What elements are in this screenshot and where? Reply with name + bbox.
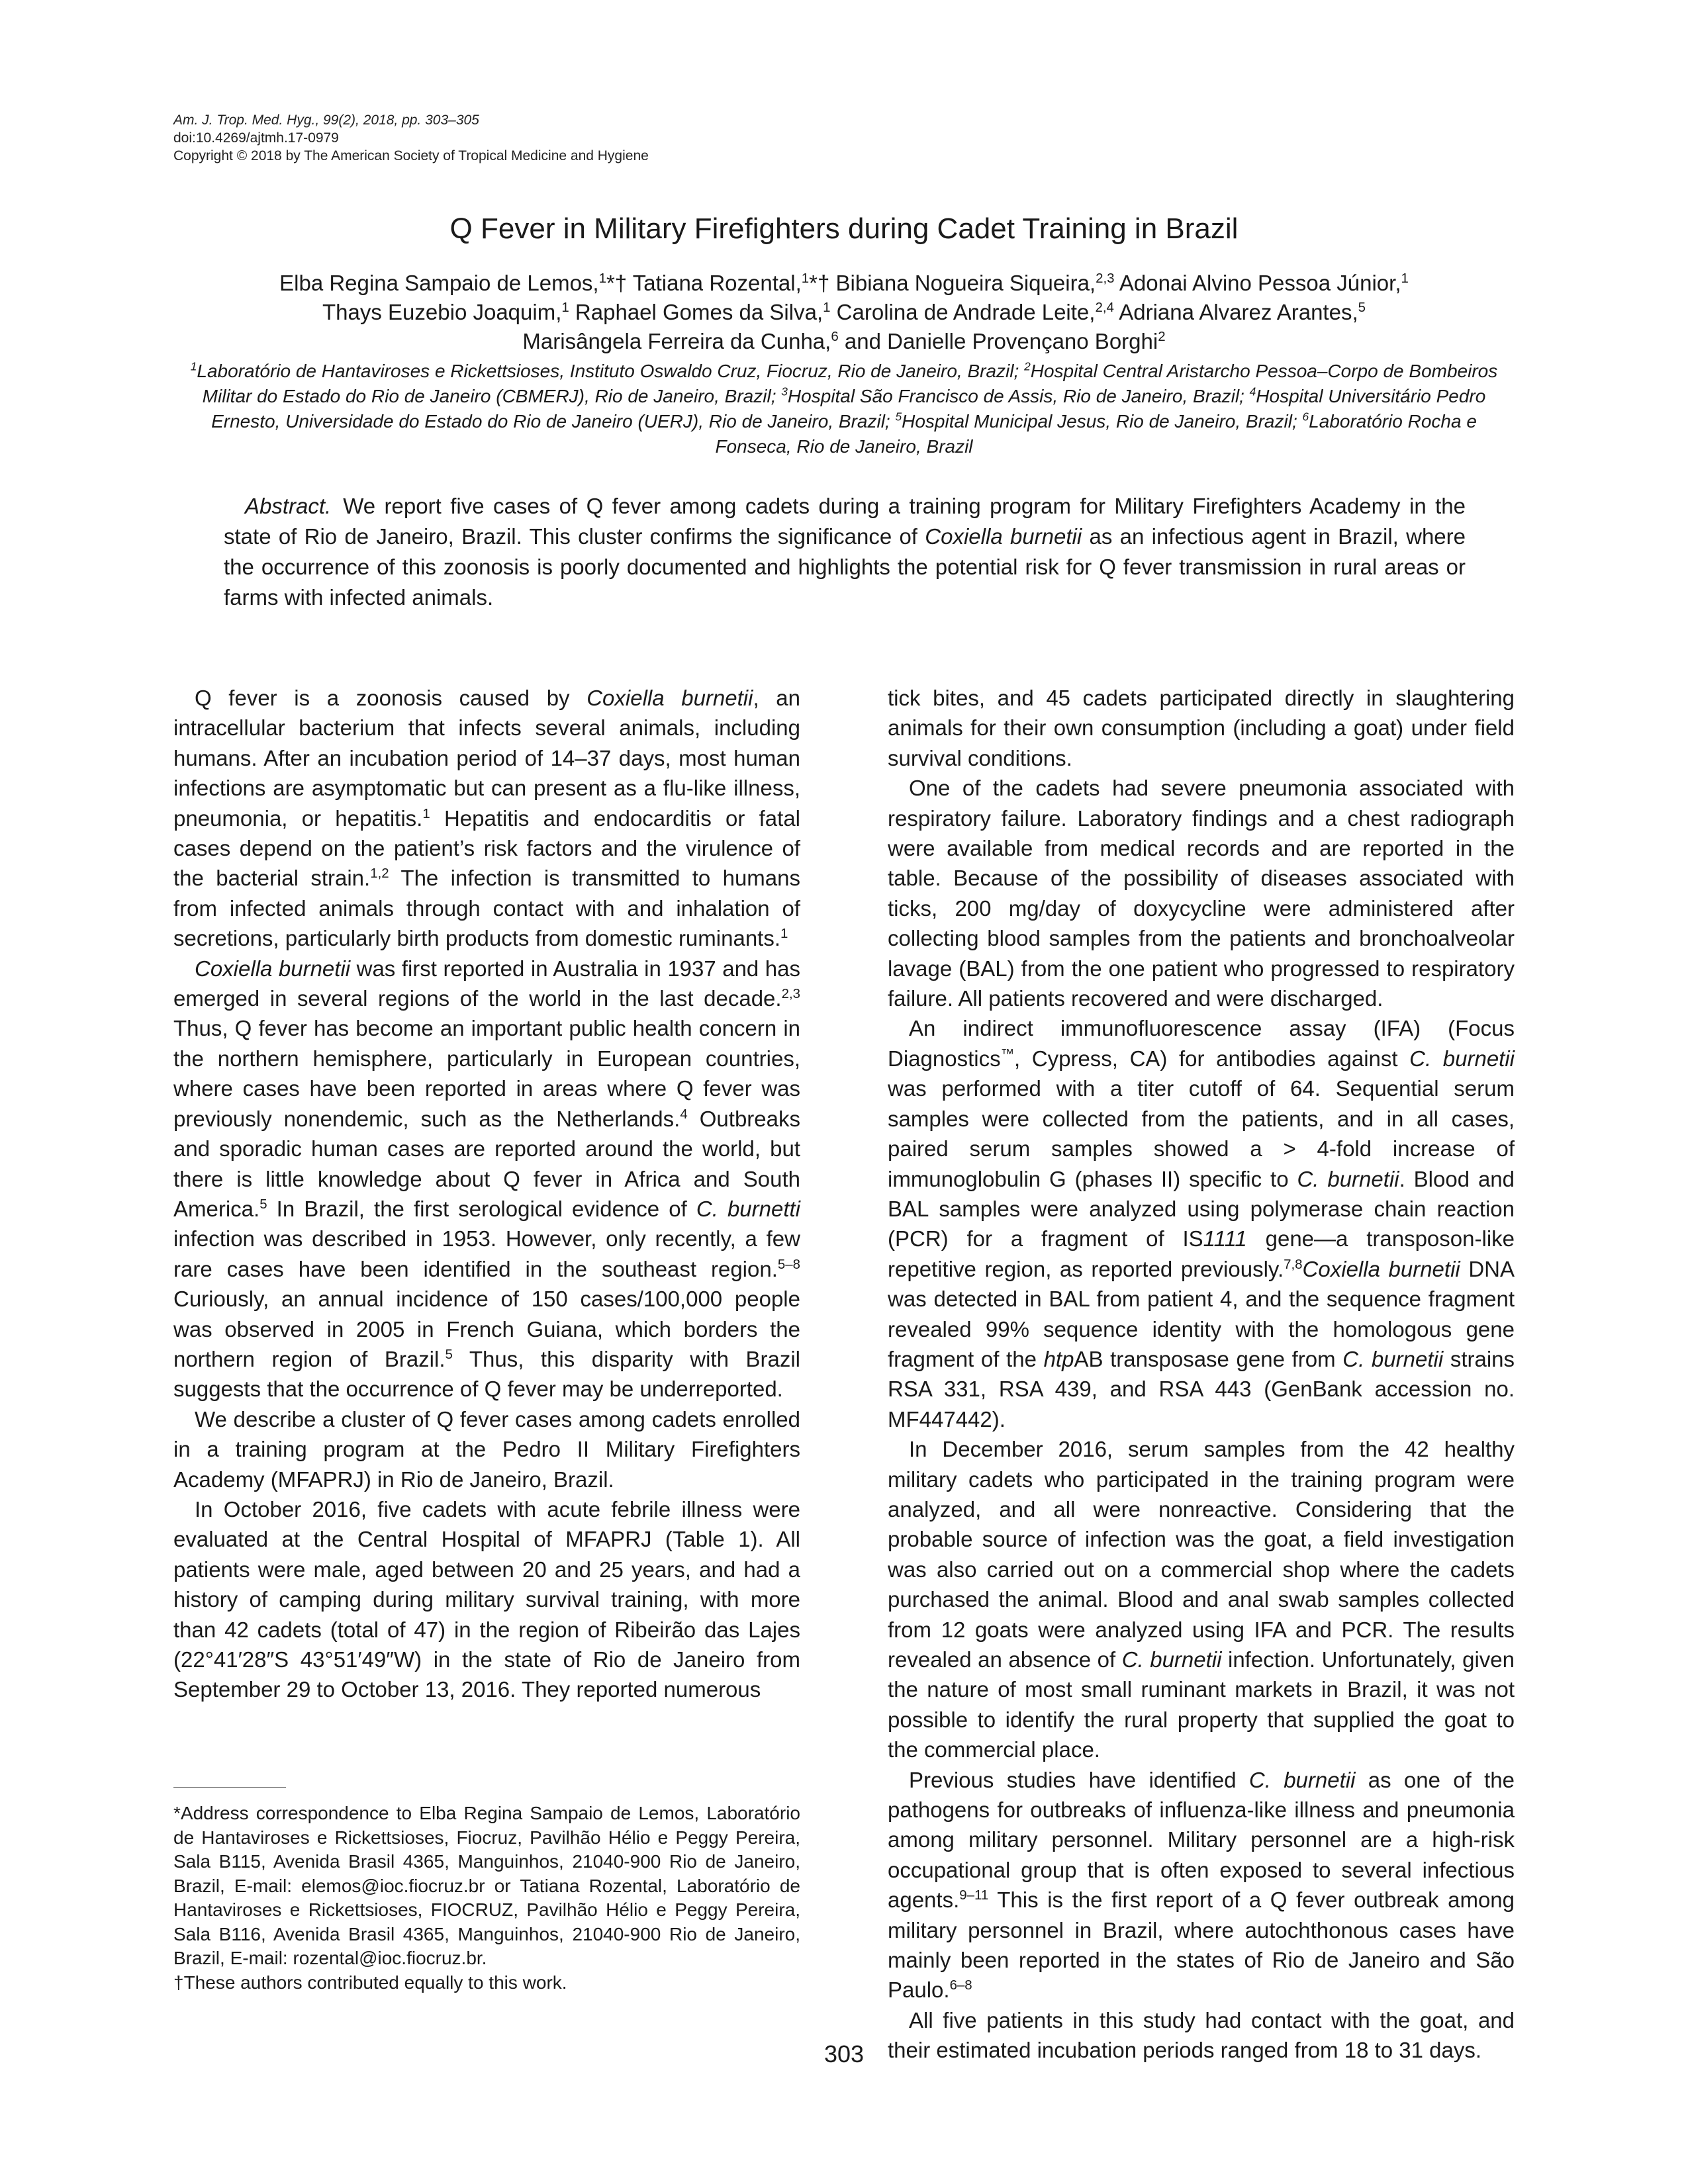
- paragraph: tick bites, and 45 cadets participated directly in slaughtering animals for their own consumption (including a goat) under field survival conditions.: [888, 686, 1515, 770]
- affiliations: $^1$Laboratório de Hantaviroses e Rickettsioses, Instituto Oswaldo Cruz, Fiocruz, Rio de Janeiro, Brazil; $^2$Hospital Central Aristarcho Pessoa–Corpo de Bombeiros Militar do Estado do Rio de Janeiro (CBMERJ), Rio de Janeiro, Brazil; $^3$Hospital São Francisco de Assis, Rio de Janeiro, Brazil; $^4$Hospital Universitário Pedro Ernesto, Universidade do Estado do Rio de Janeiro (UERJ), Rio de Janeiro, Brazil; $^5$Hospital Municipal Jesus, Rio de Janeiro, Brazil; $^6$Laboratório Rocha e Fonseca, Rio de Janeiro, Brazil: [190, 359, 1498, 457]
- paragraph: Q fever is a zoonosis caused by Coxiella burnetii, an intracellular bacterium that infects several animals, including humans. After an incubation period of 14–37 days, most human infections are asymptomatic but can present as a flu-like illness, pneumonia, or hepatitis.$^1$ Hepatitis and endocarditis or fatal cases depend on the patient’s risk factors and the virulence of the bacterial strain.$^{1,2}$ The infection is transmitted to humans from infected animals through contact with and inhalation of secretions, particularly birth products from domestic ruminants.$^1$: [173, 686, 800, 951]
- footnote-correspondence: *Address correspondence to Elba Regina Sampaio de Lemos, Laboratório de Hantaviroses e Rickettsioses, Fiocruz, Pavilhão Hélio e Peggy Pereira, Sala B115, Avenida Brasil 4365, Manguinhos, 21040-900 Rio de Janeiro, Brazil, E-mail: elemos@ioc.fiocruz.br or Tatiana Rozental, Laboratório de Hantaviroses e Rickettsioses, FIOCRUZ, Pavilhão Hélio e Peggy Pereira, Sala B116, Avenida Brasil 4365, Manguinhos, 21040-900 Rio de Janeiro, Brazil, E-mail: rozental@ioc.fiocruz.br.: [173, 1803, 800, 1968]
- paragraph: All five patients in this study had contact with the goat, and their estimated incubation periods ranged from 18 to 31 days.: [888, 2007, 1515, 2063]
- doi: doi:10.4269/ajtmh.17-0979: [173, 130, 339, 146]
- body-column-left: [173, 683, 800, 1705]
- author-list: Elba Regina Sampaio de Lemos,$^1$*† Tatiana Rozental,$^1$*† Bibiana Nogueira Siqueira,$^{2,3}$ Adonai Alvino Pessoa Júnior,$^1$ Thays Euzebio Joaquim,$^1$ Raphael Gomes da Silva,$^1$ Carolina de Andrade Leite,$^{2,4}$ Adriana Alvarez Arantes,$^5$ Marisângela Ferreira da Cunha,$^6$ and Danielle Provençano Borghi$^2$: [279, 271, 1409, 353]
- paragraph: In October 2016, five cadets with acute febrile illness were evaluated at the Central Hospital of MFAPRJ (Table 1). All patients were male, aged between 20 and 25 years, and had a history of camping during military survival training, with more than 42 cadets (total of 47) in the region of Ribeirão das Lajes (22°41′28″S 43°51′49″W) in the state of Rio de Janeiro from September 29 to October 13, 2016. They reported numerous: [173, 1496, 800, 1702]
- paragraph: In December 2016, serum samples from the 42 healthy military cadets who participated in the training program were analyzed, and all were nonreactive. Considering that the probable source of infection was the goat, a field investigation was also carried out on a commercial shop where the cadets purchased the animal. Blood and anal swab samples collected from 12 goats were analyzed using IFA and PCR. The results revealed an absence of C. burnetii infection. Unfortunately, given the nature of most small ruminant markets in Brazil, it was not possible to identify the rural property that supplied the goat to the commercial place.: [888, 1437, 1515, 1762]
- article-title: Q Fever in Military Firefighters during Cadet Training in Brazil: [449, 212, 1239, 245]
- paragraph: Previous studies have identified C. burnetii as one of the pathogens for outbreaks of influenza-like illness and pneumonia among military personnel. Military personnel are a high-risk occupational group that is often exposed to several infectious agents.$^{9-11}$ This is the first report of a Q fever outbreak among military personnel in Brazil, where autochthonous cases have mainly been reported in the states of Rio de Janeiro and São Paulo.$^{6-8}$: [888, 1767, 1515, 2003]
- abstract-label: Abstract.: [245, 494, 332, 518]
- paragraph: We describe a cluster of Q fever cases among cadets enrolled in a training program at the Pedro II Military Firefighters Academy (MFAPRJ) in Rio de Janeiro, Brazil.: [173, 1406, 800, 1492]
- abstract: Abstract. We report five cases of Q fever among cadets during a training program for Military Firefighters Academy in the state of Rio de Janeiro, Brazil. This cluster confirms the significance of Coxiella burnetii as an infectious agent in Brazil, where the occurrence of this zoonosis is poorly documented and highlights the potential risk for Q fever transmission in rural areas or farms with infected animals.: [224, 494, 1466, 610]
- paragraph: An indirect immunofluorescence assay (IFA) (Focus Diagnostics™, Cypress, CA) for antibodies against C. burnetii was performed with a titer cutoff of 64. Sequential serum samples were collected from the patients, and in all cases, paired serum samples showed a > 4-fold increase of immunoglobulin G (phases II) specific to C. burnetii. Blood and BAL samples were analyzed using polymerase chain reaction (PCR) for a fragment of IS1111 gene—a transposon-like repetitive region, as reported previously.$^{7,8}$Coxiella burnetii DNA was detected in BAL from patient 4, and the sequence fragment revealed 99% sequence identity with the homologous gene fragment of the htpAB transposase gene from C. burnetii strains RSA 331, RSA 439, and RSA 443 (GenBank accession no. MF447442).: [888, 1016, 1515, 1432]
- journal-citation: Am. J. Trop. Med. Hyg., 99(2), 2018, pp. 303–305: [173, 113, 479, 128]
- footnote-divider: [173, 1787, 286, 1788]
- paragraph: Coxiella burnetii was first reported in Australia in 1937 and has emerged in several regions of the world in the last decade.$^{2,3}$ Thus, Q fever has become an important public health concern in the northern hemisphere, particularly in European countries, where cases have been reported in areas where Q fever was previously nonendemic, such as the Netherlands.$^4$ Outbreaks and sporadic human cases are reported around the world, but there is little knowledge about Q fever in Africa and South America.$^5$ In Brazil, the first serological evidence of C. burnetti infection was described in 1953. However, only recently, a few rare cases have been identified in the southeast region.$^{5-8}$ Curiously, an annual incidence of 150 cases/100,000 people was observed in 2005 in French Guiana, which borders the northern region of Brazil.$^5$ Thus, this disparity with Brazil suggests that the occurrence of Q fever may be underreported.: [173, 956, 801, 1402]
- footnotes: [173, 1801, 800, 1995]
- paragraph: One of the cadets had severe pneumonia associated with respiratory failure. Laboratory findings and a chest radiograph were available from medical records and are reported in the table. Because of the possibility of diseases associated with ticks, 200 mg/day of doxycycline were administered after collecting blood samples from the patients and bronchoalveolar lavage (BAL) from the one patient who progressed to respiratory failure. All patients recovered and were discharged.: [888, 776, 1515, 1011]
- page-number: 303: [823, 2040, 865, 2068]
- journal-header: [173, 111, 968, 165]
- footnote-equal-contribution: †These authors contributed equally to this work.: [173, 1972, 567, 1993]
- body-column-right: [888, 683, 1515, 2066]
- copyright: Copyright © 2018 by The American Society of Tropical Medicine and Hygiene: [173, 148, 649, 163]
